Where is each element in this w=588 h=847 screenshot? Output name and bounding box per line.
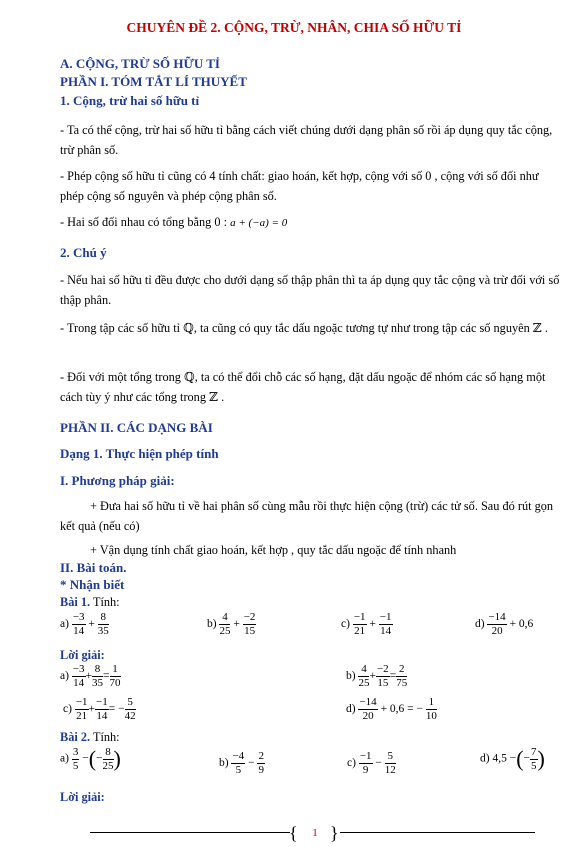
footer-brace-left: { [289,823,298,843]
problems-heading: II. Bài toán. [60,560,127,575]
sol1-d: d) $\frac{-14}{20}$ + 0,6 = − $\frac{1}{10}$ [346,696,437,722]
fraction: $\frac{1}{10}$ [425,696,437,722]
bai1-b: b) $\frac{4}{25}$ + $\frac{-2}{15}$ [207,611,256,637]
fraction: $\frac{-3}{14}$ [72,663,85,689]
bai2-label: Bài 2. [60,730,91,744]
solution-heading-1: Lời giải: [60,648,105,662]
subheading-1: 1. Cộng, trừ hai số hữu tỉ [60,93,200,108]
bai1-d: d) $\frac{-14}{20}$ + 0,6 [475,611,534,637]
paragraph-2: - Phép cộng số hữu tỉ cũng có 4 tính chất: giao hoán, kết hợp, cộng với số 0 , cộng với số đối như phép cộng số nguyên và phép cộng phân số. [60,169,539,203]
fraction: $\frac{4}{25}$ [219,611,231,637]
bai1-a-label: a) [60,618,69,631]
bai2-b: b) $\frac{-4}{5}$ − $\frac{2}{9}$ [219,750,264,776]
fraction: $\frac{-1}{21}$ [75,696,88,722]
paragraph-5: - Trong tập các số hữu tỉ ℚ, ta cũng có quy tắc dấu ngoặc tương tự như trong tập các số nguyên ℤ . [60,321,548,335]
dang1-heading: Dạng 1. Thực hiện phép tính [60,446,219,461]
paragraph-6: - Đối với một tổng trong ℚ, ta có thể đổi chỗ các số hạng, đặt dấu ngoặc để nhóm các số hạng một cách tùy ý như các tổng trong ℤ . [60,370,546,404]
fraction: $\frac{-2}{15}$ [376,663,389,689]
fraction: $\frac{8}{25}$ [102,745,114,772]
sol1-a: a) $\frac{-3}{14}$ + $\frac{8}{35}$ = $\frac{1}{70}$ [60,663,121,689]
bai1-label: Bài 1. [60,595,91,609]
part2-heading: PHẦN II. CÁC DẠNG BÀI [60,420,213,435]
bai1-prompt: Tính: [92,595,120,609]
fraction: $\frac{-1}{14}$ [96,696,108,722]
paragraph-3-text: - Hai số đối nhau có tổng bằng 0 : [60,215,228,229]
bai2-a: a) $\frac{3}{5}$ −(− $\frac{8}{25}$ ) [60,745,121,772]
bai2-d: d) 4,5 −(− $\frac{7}{5}$ ) [480,745,545,772]
method-step-1: + Đưa hai số hữu tỉ về hai phân số cùng mẫu rồi thực hiện cộng (trừ) các tử số. Sau đó rút gọn kết quả (nếu có) [60,499,554,533]
fraction: $\frac{-4}{5}$ [232,750,245,776]
footer-rule-right [340,832,535,833]
fraction: $\frac{2}{9}$ [258,750,264,776]
sol1-b: b) $\frac{4}{25}$ + $\frac{-2}{15}$ = $\frac{2}{75}$ [346,663,408,689]
fraction: $\frac{7}{5}$ [531,745,537,772]
page-number: 1 [312,827,318,839]
footer-rule-left [90,832,290,833]
fraction: $\frac{5}{42}$ [124,696,136,722]
solution-heading-2: Lời giải: [60,790,105,804]
fraction: $\frac{2}{75}$ [396,663,408,689]
fraction: $\frac{-14}{20}$ [488,611,506,637]
bai1-d-label: d) [475,618,485,631]
fraction: $\frac{8}{35}$ [97,611,109,637]
method-heading: I. Phương pháp giải: [60,473,175,488]
bai1-c: c) $\frac{-1}{21}$ + $\frac{-1}{14}$ [341,611,392,637]
part1-heading: PHẦN I. TÓM TẮT LÍ THUYẾT [60,74,247,89]
fraction: $\frac{3}{5}$ [72,745,79,772]
recognition-heading: * Nhận biết [60,577,125,592]
fraction: $\frac{8}{35}$ [92,663,104,689]
fraction: $\frac{-1}{14}$ [379,611,392,637]
fraction: $\frac{1}{70}$ [109,663,121,689]
bai2-heading [60,730,120,745]
bai2-c: c) $\frac{-1}{9}$ − $\frac{5}{12}$ [347,750,396,776]
bai1-c-label: c) [341,618,350,631]
additive-inverse-formula: a + (−a) = 0 [230,217,288,229]
paragraph-1: - Ta có thể cộng, trừ hai số hữu tỉ bằng cách viết chúng dưới dạng phân số rồi áp dụng quy tắc cộng, trừ phân số. [60,123,553,157]
document-title: CHUYÊN ĐỀ 2. CỘNG, TRỪ, NHÂN, CHIA SỐ HỮU TỈ [126,20,462,35]
fraction: $\frac{5}{12}$ [384,750,396,776]
method-step-2: + Vận dụng tính chất giao hoán, kết hợp , quy tắc dấu ngoặc để tính nhanh [90,543,457,557]
bai1-b-label: b) [207,618,217,631]
footer-brace-right: } [330,823,339,843]
subheading-2: 2. Chú ý [60,245,107,260]
fraction: $\frac{4}{25}$ [358,663,370,689]
bai2-prompt: Tính: [92,730,120,744]
fraction: $\frac{-3}{14}$ [72,611,85,637]
fraction: $\frac{-1}{9}$ [359,750,372,776]
paragraph-3 [60,212,560,233]
fraction: $\frac{-2}{15}$ [243,611,256,637]
paragraph-4: - Nếu hai số hữu tỉ đều được cho dưới dạng số thập phân thì ta áp dụng quy tắc cộng và trừ đối với số thập phân. [60,273,560,307]
fraction: $\frac{-1}{21}$ [353,611,366,637]
fraction: $\frac{-14}{20}$ [359,696,377,722]
bai1-heading [60,595,120,610]
sol1-c: c) $\frac{-1}{21}$ + $\frac{-1}{14}$ = − $\frac{5}{42}$ [63,696,136,722]
section-a-heading: A. CỘNG, TRỪ SỐ HỮU TỈ [60,56,220,71]
bai1-a: a) $\frac{-3}{14}$ + $\frac{8}{35}$ [60,611,109,637]
